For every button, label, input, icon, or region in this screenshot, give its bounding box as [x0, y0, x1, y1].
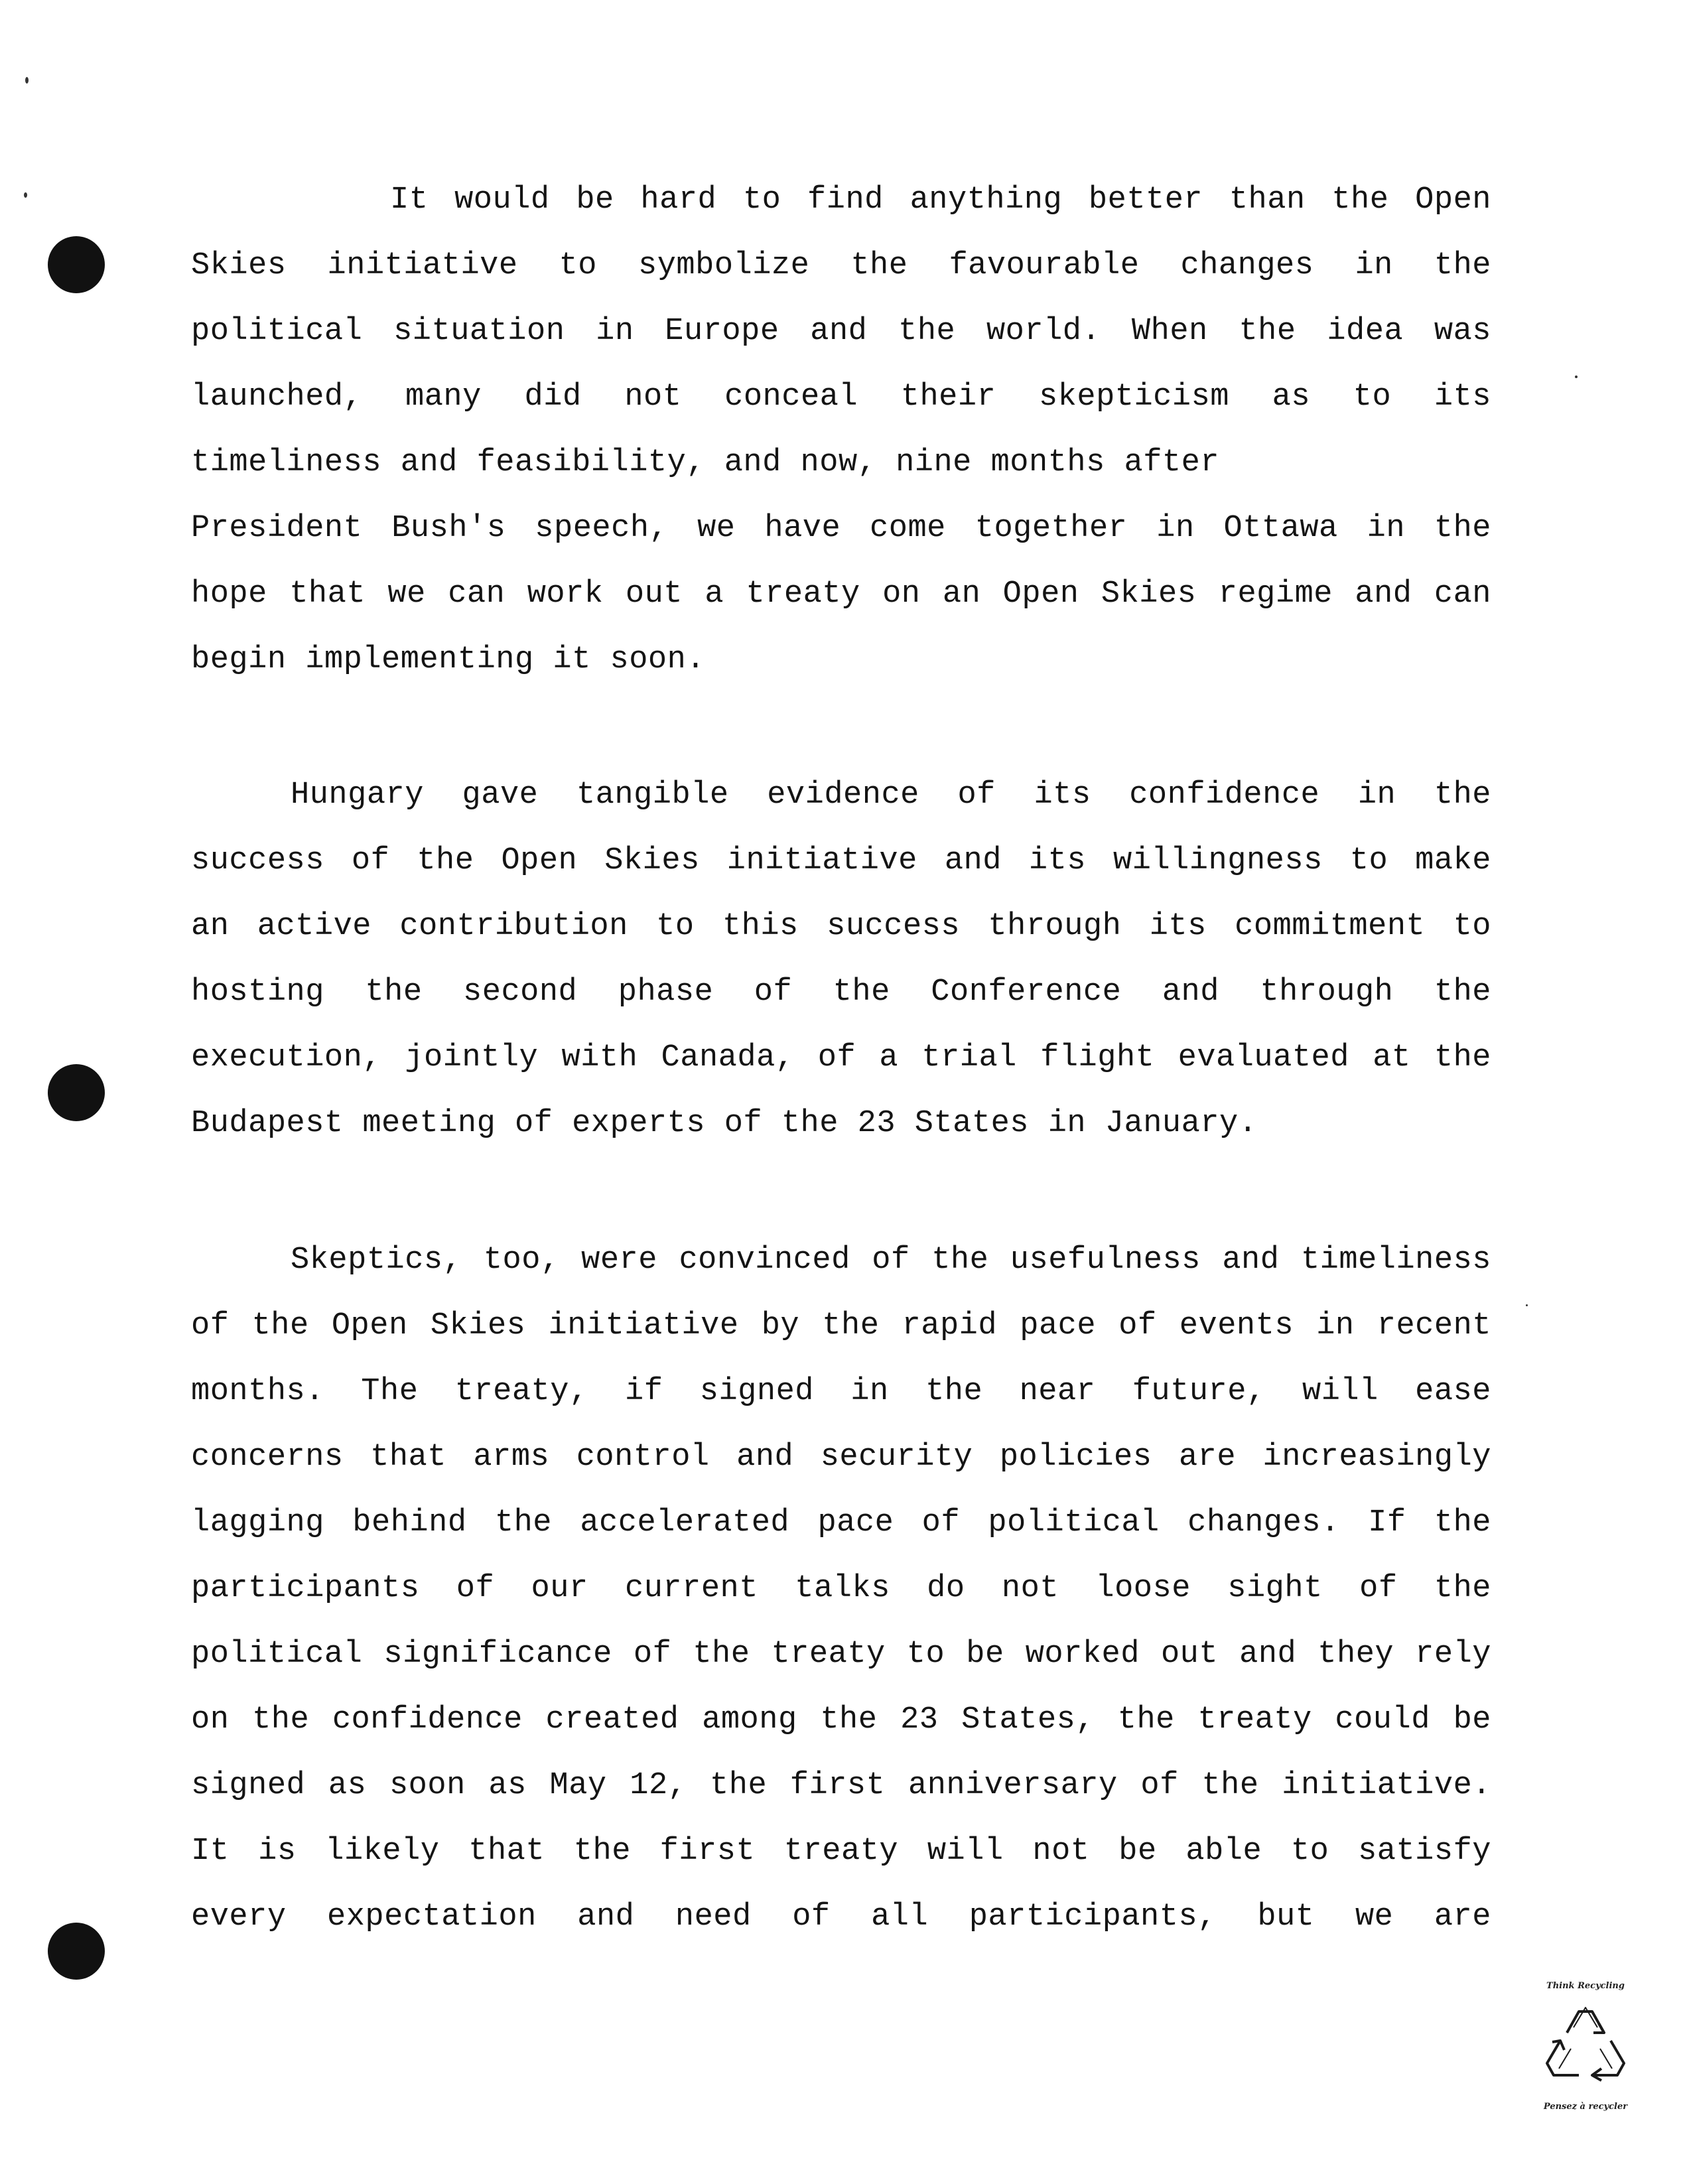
recycle-caption-top: Think Recycling	[1546, 1981, 1625, 1991]
text-line: execution, jointly with Canada, of a trial flight evaluated at the	[191, 1040, 1491, 1075]
recycle-icon	[1532, 2000, 1639, 2099]
text-line: signed as soon as May 12, the first anniversary of the initiative.	[191, 1768, 1491, 1803]
text-line: Hungary gave tangible evidence of its confidence in the	[291, 778, 1491, 813]
text-line: political significance of the treaty to be worked out and they rely	[191, 1637, 1491, 1672]
text-line: hosting the second phase of the Conference and through the	[191, 975, 1491, 1010]
paragraph-3	[191, 1227, 1491, 1950]
punch-hole	[48, 1064, 105, 1121]
text-line: begin implementing it soon.	[191, 642, 706, 677]
text-line: Skeptics, too, were convinced of the usefulness and timeliness	[291, 1243, 1491, 1278]
text-line: an active contribution to this success through its commitment to	[191, 909, 1491, 944]
punch-hole	[48, 236, 105, 293]
text-line: concerns that arms control and security policies are increasingly	[191, 1440, 1491, 1475]
text-line: Budapest meeting of experts of the 23 States in January.	[191, 1106, 1258, 1141]
paragraph-1	[191, 167, 1491, 693]
text-line: months. The treaty, if signed in the near future, will ease	[191, 1374, 1491, 1409]
text-line: It would be hard to find anything better than the Open	[390, 182, 1491, 218]
text-line: President Bush's speech, we have come together in Ottawa in the	[191, 511, 1491, 546]
scan-speck	[1575, 375, 1578, 378]
text-line: success of the Open Skies initiative and its willingness to make	[191, 843, 1491, 878]
recycle-caption-bottom: Pensez à recycler	[1543, 2102, 1628, 2112]
paragraph-2	[191, 762, 1491, 1156]
text-line: launched, many did not conceal their skepticism as to its	[191, 379, 1491, 415]
text-line: Skies initiative to symbolize the favourable changes in the	[191, 248, 1491, 283]
text-line: every expectation and need of all participants, but we are	[191, 1899, 1491, 1935]
text-line: hope that we can work out a treaty on an Open Skies regime and can	[191, 577, 1491, 612]
recycle-logo	[1526, 1981, 1645, 2114]
punch-hole	[48, 1923, 105, 1980]
scan-speck	[1526, 1304, 1528, 1306]
scan-speck	[25, 77, 29, 84]
text-line: timeliness and feasibility, and now, nine months after	[191, 445, 1220, 480]
text-line: on the confidence created among the 23 States, the treaty could be	[191, 1702, 1491, 1738]
scan-speck	[24, 192, 27, 198]
text-line: of the Open Skies initiative by the rapid pace of events in recent	[191, 1308, 1491, 1343]
text-line: lagging behind the accelerated pace of political changes. If the	[191, 1505, 1491, 1540]
text-line: participants of our current talks do not loose sight of the	[191, 1571, 1491, 1606]
text-line: political situation in Europe and the world. When the idea was	[191, 314, 1491, 349]
text-line: It is likely that the first treaty will not be able to satisfy	[191, 1834, 1491, 1869]
